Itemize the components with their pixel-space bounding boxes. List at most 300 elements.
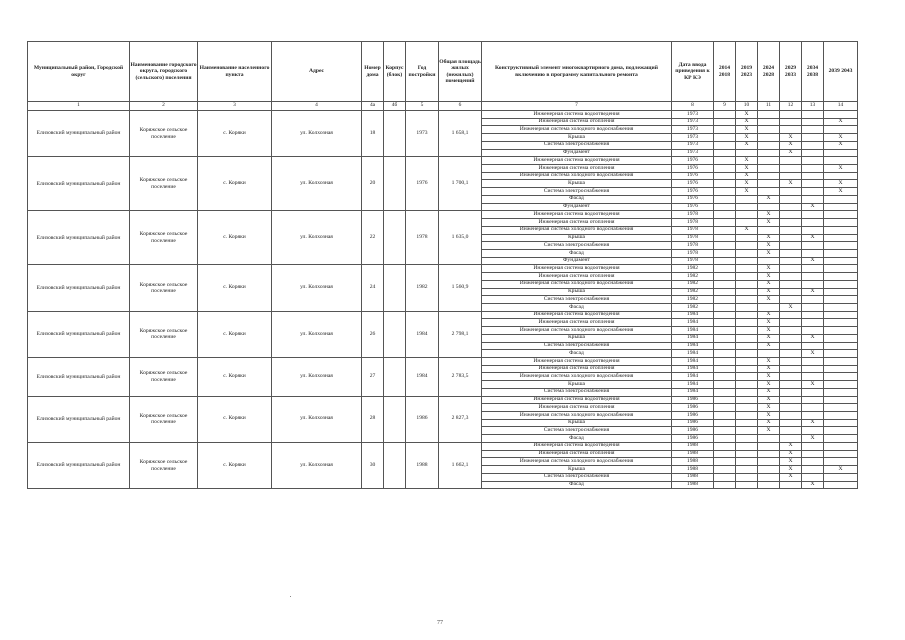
period-mark-cell	[736, 327, 758, 335]
district-cell: Елизовский муниципальный район	[28, 265, 130, 311]
period-mark-cell	[780, 342, 802, 350]
header-district: Муниципальный район, Городской округ	[28, 42, 130, 102]
period-mark-cell	[736, 458, 758, 466]
period-mark-cell: X	[824, 466, 858, 474]
period-mark-cell	[736, 450, 758, 458]
period-mark-cell: X	[824, 141, 858, 149]
period-mark-cell	[758, 458, 780, 466]
period-mark-cell	[802, 134, 824, 142]
house-number-cell: 26	[362, 311, 384, 357]
period-mark-cell: X	[758, 365, 780, 373]
period-mark-cell	[758, 473, 780, 481]
period-mark-cell: X	[758, 327, 780, 335]
period-mark-cell	[824, 203, 858, 211]
period-mark-cell	[802, 458, 824, 466]
column-number: 9	[714, 102, 736, 111]
period-mark-cell	[714, 273, 736, 281]
period-mark-cell: X	[824, 118, 858, 126]
period-mark-cell	[758, 435, 780, 443]
structural-element-cell: Фасад	[482, 481, 672, 489]
period-mark-cell	[802, 303, 824, 311]
period-mark-cell	[714, 427, 736, 435]
block-cell	[384, 358, 406, 397]
period-mark-cell	[758, 226, 780, 234]
period-mark-cell	[714, 257, 736, 265]
period-mark-cell	[802, 273, 824, 281]
house-group	[28, 265, 858, 311]
structural-element-cell: Фасад	[482, 435, 672, 443]
condition-date-cell: 1984	[672, 311, 714, 319]
condition-date-cell: 1984	[672, 373, 714, 381]
period-mark-cell	[714, 303, 736, 311]
period-mark-cell	[714, 242, 736, 250]
period-mark-cell	[758, 141, 780, 149]
header-period-2029-2033: 2029 2033	[780, 42, 802, 102]
period-mark-cell	[758, 149, 780, 157]
period-mark-cell	[714, 442, 736, 450]
table-row	[28, 358, 858, 366]
column-number: 8	[672, 102, 714, 111]
total-area-cell: 2 798,1	[439, 311, 482, 357]
period-mark-cell	[714, 365, 736, 373]
structural-element-cell: Инженерная система водоотведения	[482, 211, 672, 219]
structural-element-cell: Крыша	[482, 180, 672, 188]
condition-date-cell: 1986	[672, 435, 714, 443]
year-built-cell: 1982	[406, 265, 439, 311]
period-mark-cell: X	[758, 319, 780, 327]
house-number-cell: 28	[362, 396, 384, 442]
house-group	[28, 311, 858, 357]
column-number: 4б	[384, 102, 406, 111]
column-number: 12	[780, 102, 802, 111]
scan-speck	[290, 596, 291, 597]
period-mark-cell: X	[802, 234, 824, 242]
period-mark-cell	[736, 419, 758, 427]
period-mark-cell: X	[758, 396, 780, 404]
settlement-cell: Коряжское сельское поселение	[130, 442, 198, 488]
structural-element-cell: Инженерная система водоотведения	[482, 396, 672, 404]
house-group	[28, 358, 858, 397]
condition-date-cell: 1976	[672, 157, 714, 165]
structural-element-cell: Инженерная система холодного водоснабжения	[482, 226, 672, 234]
period-mark-cell	[758, 157, 780, 165]
period-mark-cell	[714, 111, 736, 119]
period-mark-cell	[824, 373, 858, 381]
column-number: 4	[272, 102, 362, 111]
settlement-cell: Коряжское сельское поселение	[130, 111, 198, 157]
block-cell	[384, 265, 406, 311]
period-mark-cell	[714, 334, 736, 342]
period-mark-cell	[736, 273, 758, 281]
condition-date-cell: 1986	[672, 412, 714, 420]
period-mark-cell	[824, 195, 858, 203]
district-cell: Елизовский муниципальный район	[28, 442, 130, 488]
structural-element-cell: Инженерная система холодного водоснабжения	[482, 280, 672, 288]
period-mark-cell	[736, 203, 758, 211]
page-number: 77	[437, 620, 443, 626]
table-row	[28, 157, 858, 165]
period-mark-cell	[736, 334, 758, 342]
period-mark-cell	[780, 319, 802, 327]
period-mark-cell	[714, 311, 736, 319]
period-mark-cell	[736, 427, 758, 435]
period-mark-cell	[802, 319, 824, 327]
period-mark-cell: X	[758, 296, 780, 304]
period-mark-cell	[736, 280, 758, 288]
year-built-cell: 1976	[406, 157, 439, 211]
period-mark-cell	[714, 404, 736, 412]
period-mark-cell	[780, 327, 802, 335]
period-mark-cell	[824, 126, 858, 134]
settlement-cell: Коряжское сельское поселение	[130, 396, 198, 442]
period-mark-cell	[714, 265, 736, 273]
condition-date-cell: 1978	[672, 249, 714, 257]
locality-cell: с. Коряки	[198, 211, 272, 265]
period-mark-cell	[736, 211, 758, 219]
street-cell: ул. Колхозная	[272, 358, 362, 397]
district-cell: Елизовский муниципальный район	[28, 311, 130, 357]
period-mark-cell	[780, 358, 802, 366]
period-mark-cell	[824, 365, 858, 373]
house-group	[28, 211, 858, 265]
period-mark-cell	[736, 404, 758, 412]
period-mark-cell	[780, 334, 802, 342]
period-mark-cell: X	[780, 149, 802, 157]
period-mark-cell	[824, 435, 858, 443]
period-mark-cell	[802, 466, 824, 474]
period-mark-cell	[736, 242, 758, 250]
structural-element-cell: Инженерная система водоотведения	[482, 311, 672, 319]
period-mark-cell	[780, 226, 802, 234]
house-number-cell: 27	[362, 358, 384, 397]
period-mark-cell	[824, 311, 858, 319]
period-mark-cell	[736, 365, 758, 373]
header-period-2024-2028: 2024 2028	[758, 42, 780, 102]
structural-element-cell: Крыша	[482, 381, 672, 389]
street-cell: ул. Колхозная	[272, 111, 362, 157]
structural-element-cell: Крыша	[482, 234, 672, 242]
header-house-number: Номер дома	[362, 42, 384, 102]
structural-element-cell: Крыша	[482, 419, 672, 427]
condition-date-cell: 1978	[672, 234, 714, 242]
period-mark-cell	[714, 234, 736, 242]
period-mark-cell: X	[802, 481, 824, 489]
condition-date-cell: 1984	[672, 388, 714, 396]
period-mark-cell	[824, 388, 858, 396]
locality-cell: с. Коряки	[198, 442, 272, 488]
structural-element-cell: Фасад	[482, 350, 672, 358]
condition-date-cell: 1988	[672, 442, 714, 450]
header-period-2034-2038: 2034 2038	[802, 42, 824, 102]
structural-element-cell: Инженерная система водоотведения	[482, 442, 672, 450]
capital-repair-table	[27, 41, 858, 489]
period-mark-cell	[802, 412, 824, 420]
period-mark-cell	[824, 273, 858, 281]
period-mark-cell: X	[736, 165, 758, 173]
period-mark-cell	[780, 195, 802, 203]
period-mark-cell	[758, 188, 780, 196]
condition-date-cell: 1982	[672, 273, 714, 281]
condition-date-cell: 1978	[672, 226, 714, 234]
structural-element-cell: Инженерная система отопления	[482, 404, 672, 412]
structural-element-cell: Инженерная система холодного водоснабжения	[482, 412, 672, 420]
period-mark-cell	[714, 342, 736, 350]
period-mark-cell	[736, 249, 758, 257]
period-mark-cell: X	[758, 242, 780, 250]
header-period-2039-2043: 2039 2043	[824, 42, 858, 102]
period-mark-cell	[714, 141, 736, 149]
total-area-cell: 1 700,1	[439, 157, 482, 211]
period-mark-cell	[780, 365, 802, 373]
period-mark-cell: X	[802, 203, 824, 211]
period-mark-cell	[736, 319, 758, 327]
structural-element-cell: Фасад	[482, 303, 672, 311]
period-mark-cell: X	[758, 219, 780, 227]
street-cell: ул. Колхозная	[272, 311, 362, 357]
header-total-area: Общая площадь жилых (нежилых) помещений	[439, 42, 482, 102]
period-mark-cell	[824, 473, 858, 481]
period-mark-cell	[780, 265, 802, 273]
period-mark-cell	[714, 481, 736, 489]
period-mark-cell	[736, 296, 758, 304]
period-mark-cell	[780, 188, 802, 196]
year-built-cell: 1978	[406, 211, 439, 265]
block-cell	[384, 396, 406, 442]
condition-date-cell: 1982	[672, 288, 714, 296]
period-mark-cell	[736, 442, 758, 450]
period-mark-cell	[714, 450, 736, 458]
period-mark-cell	[736, 257, 758, 265]
period-mark-cell: X	[736, 180, 758, 188]
block-cell	[384, 311, 406, 357]
period-mark-cell	[802, 450, 824, 458]
period-mark-cell	[736, 303, 758, 311]
period-mark-cell	[802, 141, 824, 149]
period-mark-cell	[824, 458, 858, 466]
period-mark-cell	[824, 450, 858, 458]
settlement-cell: Коряжское сельское поселение	[130, 358, 198, 397]
condition-date-cell: 1978	[672, 242, 714, 250]
period-mark-cell	[714, 412, 736, 420]
block-cell	[384, 211, 406, 265]
period-mark-cell: X	[780, 473, 802, 481]
period-mark-cell	[758, 165, 780, 173]
period-mark-cell: X	[824, 134, 858, 142]
period-mark-cell	[758, 126, 780, 134]
structural-element-cell: Инженерная система водоотведения	[482, 358, 672, 366]
period-mark-cell	[780, 388, 802, 396]
period-mark-cell	[780, 412, 802, 420]
period-mark-cell	[780, 249, 802, 257]
period-mark-cell	[736, 342, 758, 350]
period-mark-cell	[714, 134, 736, 142]
structural-element-cell: Крыша	[482, 334, 672, 342]
period-mark-cell	[736, 350, 758, 358]
condition-date-cell: 1973	[672, 126, 714, 134]
period-mark-cell	[714, 211, 736, 219]
period-mark-cell	[714, 165, 736, 173]
period-mark-cell	[802, 195, 824, 203]
period-mark-cell	[802, 219, 824, 227]
period-mark-cell	[780, 157, 802, 165]
period-mark-cell	[802, 365, 824, 373]
period-mark-cell	[714, 396, 736, 404]
period-mark-cell	[714, 188, 736, 196]
period-mark-cell: X	[758, 358, 780, 366]
period-mark-cell	[758, 350, 780, 358]
column-number: 7	[482, 102, 672, 111]
period-mark-cell: X	[780, 442, 802, 450]
period-mark-cell	[736, 412, 758, 420]
period-mark-cell: X	[780, 180, 802, 188]
period-mark-cell	[802, 111, 824, 119]
settlement-cell: Коряжское сельское поселение	[130, 157, 198, 211]
condition-date-cell: 1984	[672, 365, 714, 373]
total-area-cell: 1 658,1	[439, 111, 482, 157]
structural-element-cell: Система электроснабжения	[482, 388, 672, 396]
condition-date-cell: 1976	[672, 188, 714, 196]
settlement-cell: Коряжское сельское поселение	[130, 211, 198, 265]
period-mark-cell	[758, 257, 780, 265]
structural-element-cell: Система электроснабжения	[482, 188, 672, 196]
period-mark-cell	[780, 427, 802, 435]
period-mark-cell	[714, 473, 736, 481]
period-mark-cell	[824, 226, 858, 234]
total-area-cell: 2 827,3	[439, 396, 482, 442]
period-mark-cell: X	[802, 288, 824, 296]
header-period-2014-2018: 2014 2018	[714, 42, 736, 102]
period-mark-cell	[736, 481, 758, 489]
period-mark-cell	[780, 234, 802, 242]
period-mark-cell: X	[758, 412, 780, 420]
column-number: 14	[824, 102, 858, 111]
period-mark-cell: X	[758, 249, 780, 257]
period-mark-cell	[802, 280, 824, 288]
period-mark-cell: X	[758, 381, 780, 389]
district-cell: Елизовский муниципальный район	[28, 111, 130, 157]
period-mark-cell	[824, 396, 858, 404]
period-mark-cell	[780, 257, 802, 265]
table-row	[28, 211, 858, 219]
period-mark-cell	[824, 334, 858, 342]
condition-date-cell: 1984	[672, 327, 714, 335]
period-mark-cell	[802, 396, 824, 404]
period-mark-cell	[824, 111, 858, 119]
period-mark-cell	[802, 296, 824, 304]
period-mark-cell: X	[736, 172, 758, 180]
structural-element-cell: Инженерная система отопления	[482, 118, 672, 126]
table-row	[28, 311, 858, 319]
year-built-cell: 1988	[406, 442, 439, 488]
period-mark-cell	[824, 288, 858, 296]
structural-element-cell: Крыша	[482, 288, 672, 296]
condition-date-cell: 1976	[672, 203, 714, 211]
period-mark-cell: X	[824, 188, 858, 196]
period-mark-cell: X	[758, 404, 780, 412]
header-condition-date: Дата ввода приведения к КР КЭ	[672, 42, 714, 102]
period-mark-cell: X	[736, 118, 758, 126]
condition-date-cell: 1976	[672, 172, 714, 180]
period-mark-cell	[736, 149, 758, 157]
period-mark-cell: X	[780, 466, 802, 474]
period-mark-cell	[780, 481, 802, 489]
street-cell: ул. Колхозная	[272, 157, 362, 211]
period-mark-cell	[824, 149, 858, 157]
period-mark-cell	[714, 226, 736, 234]
period-mark-cell: X	[758, 234, 780, 242]
period-mark-cell	[802, 242, 824, 250]
period-mark-cell	[802, 327, 824, 335]
house-group	[28, 157, 858, 211]
period-mark-cell	[780, 203, 802, 211]
period-mark-cell	[736, 435, 758, 443]
period-mark-cell	[824, 234, 858, 242]
settlement-cell: Коряжское сельское поселение	[130, 265, 198, 311]
period-mark-cell: X	[824, 165, 858, 173]
district-cell: Елизовский муниципальный район	[28, 358, 130, 397]
period-mark-cell: X	[780, 450, 802, 458]
structural-element-cell: Система электроснабжения	[482, 296, 672, 304]
column-number-row	[28, 102, 858, 111]
condition-date-cell: 1988	[672, 450, 714, 458]
year-built-cell: 1984	[406, 358, 439, 397]
period-mark-cell	[802, 427, 824, 435]
period-mark-cell: X	[802, 419, 824, 427]
structural-element-cell: Инженерная система отопления	[482, 450, 672, 458]
period-mark-cell	[714, 419, 736, 427]
period-mark-cell	[824, 303, 858, 311]
structural-element-cell: Инженерная система холодного водоснабжения	[482, 327, 672, 335]
structural-element-cell: Инженерная система холодного водоснабжения	[482, 126, 672, 134]
district-cell: Елизовский муниципальный район	[28, 157, 130, 211]
street-cell: ул. Колхозная	[272, 211, 362, 265]
house-number-cell: 20	[362, 157, 384, 211]
period-mark-cell	[714, 219, 736, 227]
period-mark-cell	[802, 388, 824, 396]
period-mark-cell	[780, 419, 802, 427]
column-number: 13	[802, 102, 824, 111]
period-mark-cell	[780, 381, 802, 389]
structural-element-cell: Крыша	[482, 134, 672, 142]
period-mark-cell	[714, 118, 736, 126]
period-mark-cell	[736, 219, 758, 227]
period-mark-cell	[824, 172, 858, 180]
period-mark-cell	[824, 412, 858, 420]
period-mark-cell	[758, 111, 780, 119]
condition-date-cell: 1973	[672, 134, 714, 142]
period-mark-cell	[714, 381, 736, 389]
structural-element-cell: Инженерная система холодного водоснабжения	[482, 458, 672, 466]
period-mark-cell: X	[736, 157, 758, 165]
period-mark-cell	[824, 211, 858, 219]
period-mark-cell	[758, 172, 780, 180]
period-mark-cell: X	[736, 141, 758, 149]
condition-date-cell: 1984	[672, 350, 714, 358]
period-mark-cell	[802, 358, 824, 366]
structural-element-cell: Инженерная система отопления	[482, 219, 672, 227]
structural-element-cell: Фасад	[482, 195, 672, 203]
period-mark-cell	[736, 311, 758, 319]
period-mark-cell	[758, 481, 780, 489]
year-built-cell: 1986	[406, 396, 439, 442]
column-number: 11	[758, 102, 780, 111]
period-mark-cell	[824, 419, 858, 427]
period-mark-cell	[824, 249, 858, 257]
condition-date-cell: 1982	[672, 280, 714, 288]
period-mark-cell	[824, 327, 858, 335]
period-mark-cell	[736, 358, 758, 366]
header-year-built: Год постройки	[406, 42, 439, 102]
